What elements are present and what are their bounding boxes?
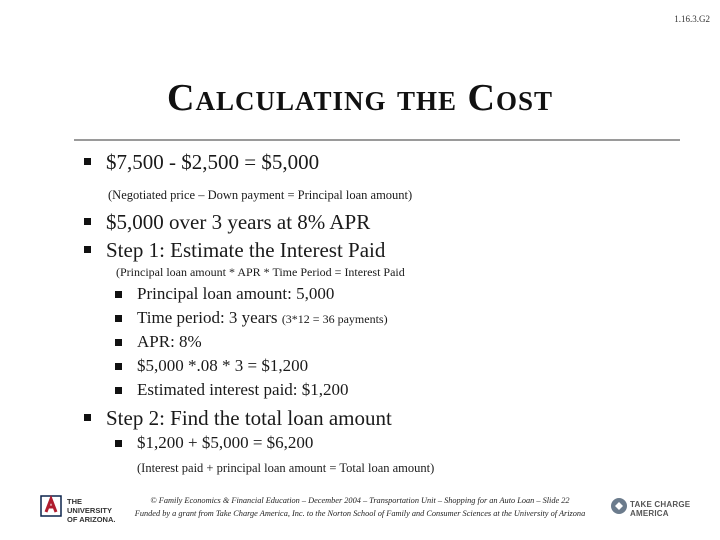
bullet-marker	[84, 414, 91, 421]
footer-credits	[100, 494, 620, 520]
list-item: Step 2: Find the total loan amount	[106, 406, 392, 430]
sub-list-item: Estimated interest paid: $1,200	[137, 380, 349, 399]
explanation-note: (Interest paid + principal loan amount = Total loan amount)	[137, 461, 435, 475]
sub-list-item-text: Time period: 3 years	[137, 308, 278, 327]
bullet-marker	[84, 218, 91, 225]
bullet-marker	[84, 246, 91, 253]
page-title: Calculating the Cost	[167, 77, 553, 119]
footer-funding: Funded by a grant from Take Charge America, Inc. to the Norton School of Family and Consumer Sciences at the University of Arizona	[134, 509, 586, 518]
list-item: Step 1: Estimate the Interest Paid	[106, 238, 386, 262]
list-item: $7,500 - $2,500 = $5,000	[106, 150, 320, 174]
slide-id: 1.16.3.G2	[674, 14, 710, 24]
bullet-marker	[115, 339, 122, 346]
list-item: $5,000 over 3 years at 8% APR	[106, 210, 371, 234]
arizona-a-icon	[40, 495, 62, 517]
explanation-note: (Principal loan amount * APR * Time Period = Interest Paid	[116, 265, 405, 279]
bullet-marker	[115, 291, 122, 298]
bullet-marker	[115, 387, 122, 394]
title-divider	[74, 139, 680, 141]
sub-list-item: APR: 8%	[137, 332, 202, 351]
sub-list-item-extra: (3*12 = 36 payments)	[281, 312, 388, 326]
bullet-marker	[115, 363, 122, 370]
bullet-marker	[115, 315, 122, 322]
take-charge-america-logo	[610, 496, 702, 518]
explanation-note: (Negotiated price – Down payment = Principal loan amount)	[108, 188, 413, 202]
sub-list-item	[137, 308, 388, 328]
arizona-logo-text: THE UNIVERSITY OF ARIZONA.	[67, 497, 116, 524]
sub-list-item: $5,000 *.08 * 3 = $1,200	[137, 356, 309, 375]
take-charge-mark-icon	[610, 497, 628, 515]
sub-list-item: $1,200 + $5,000 = $6,200	[137, 433, 314, 452]
bullet-marker	[115, 440, 122, 447]
sub-list-item: Principal loan amount: 5,000	[137, 284, 335, 303]
take-charge-logo-text: TAKE CHARGE AMERICA	[630, 500, 691, 518]
bullet-marker	[84, 158, 91, 165]
footer-copyright: © Family Economics & Financial Education – December 2004 – Transportation Unit – Shopping for an Auto Loan – Slide 22	[150, 496, 570, 505]
